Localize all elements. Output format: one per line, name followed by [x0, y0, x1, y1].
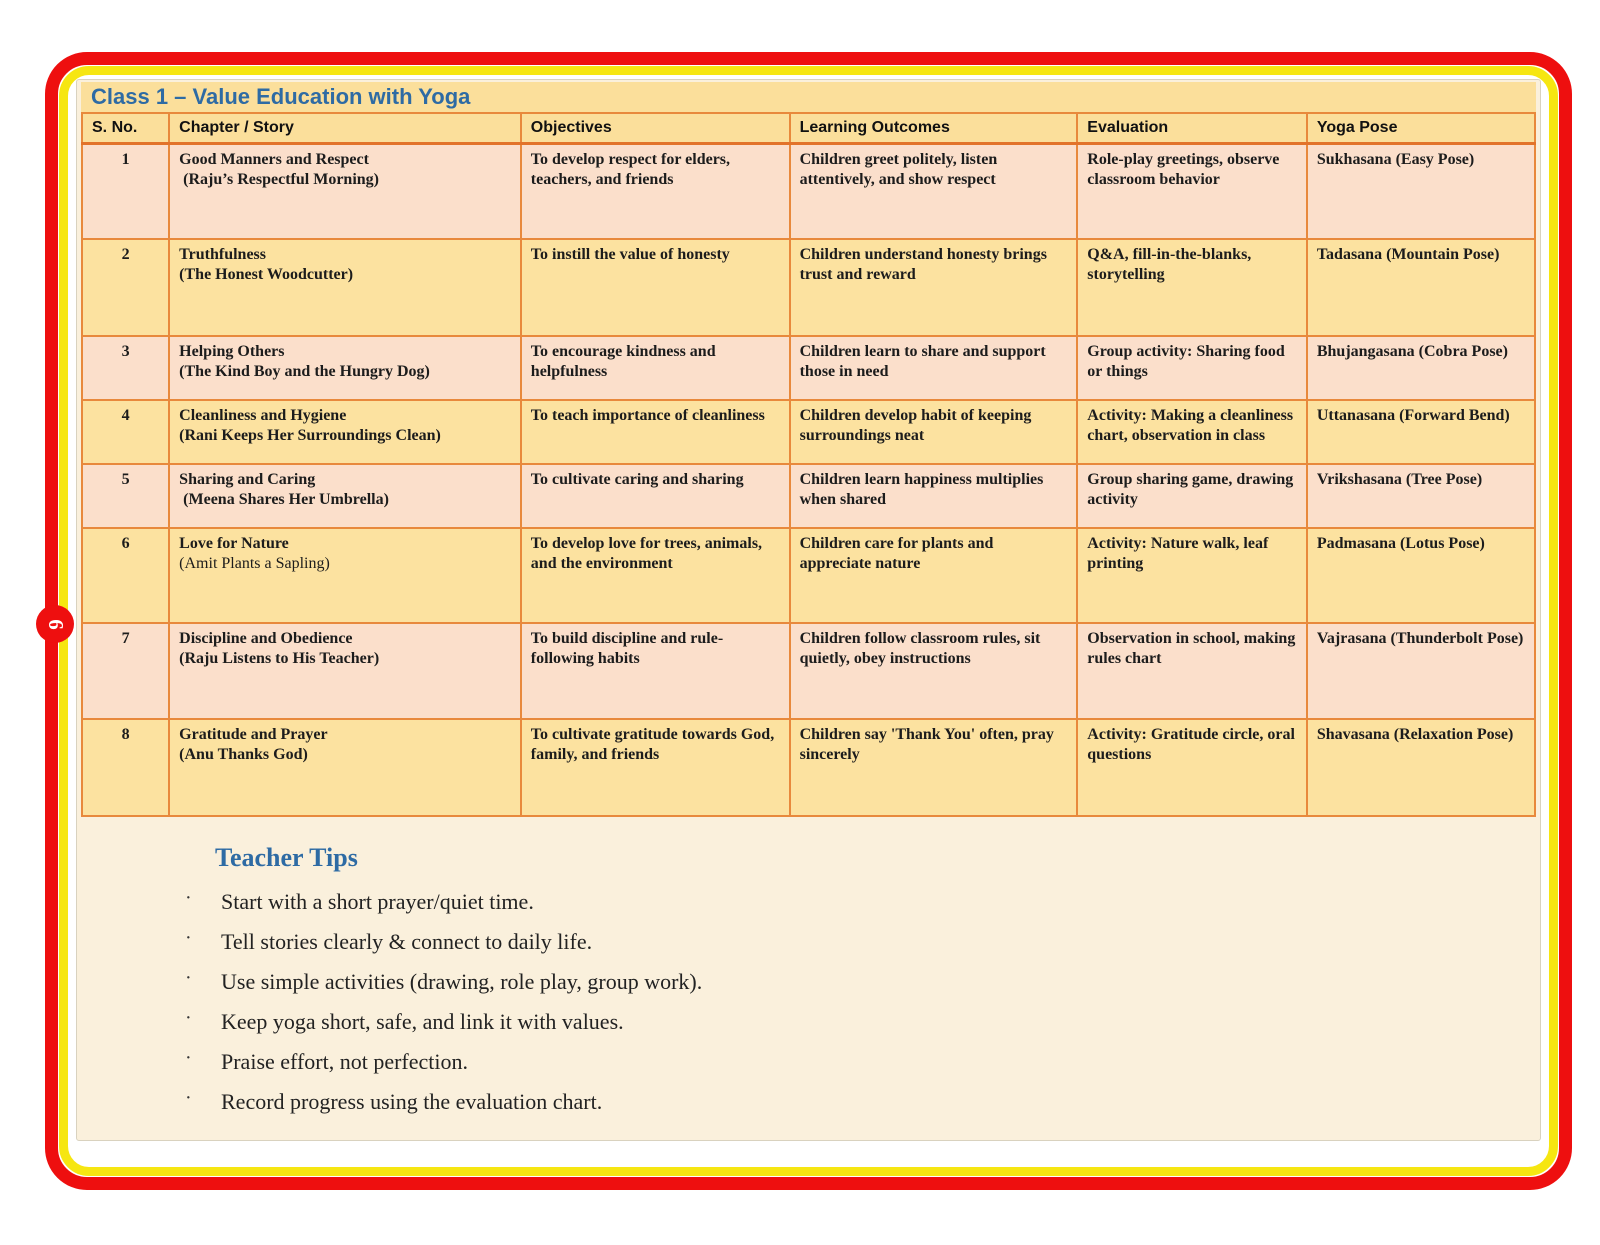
cell-learning-outcomes: Children say 'Thank You' often, pray sincerely — [790, 719, 1078, 816]
table-row — [82, 719, 1535, 816]
cell-learning-outcomes: Children develop habit of keeping surroundings neat — [790, 400, 1078, 464]
teacher-tip-item: · Record progress using the evaluation chart. — [185, 1089, 1536, 1115]
cell-chapter-story — [169, 464, 521, 528]
column-header-4: Learning Outcomes — [790, 113, 1078, 144]
cell-objectives: To encourage kindness and helpfulness — [521, 336, 790, 400]
cell-objectives: To build discipline and rule-following habits — [521, 623, 790, 719]
teacher-tips-section — [81, 843, 1536, 1115]
cell-serial-number: 2 — [82, 239, 169, 336]
cell-objectives: To develop respect for elders, teachers, and friends — [521, 144, 790, 239]
curriculum-table — [81, 112, 1536, 817]
cell-serial-number: 5 — [82, 464, 169, 528]
cell-chapter-story — [169, 719, 521, 816]
chapter-title: Truthfulness — [179, 245, 267, 263]
story-name: (Anu Thanks God) — [179, 745, 308, 763]
chapter-title: Cleanliness and Hygiene — [179, 406, 347, 424]
cell-chapter-story — [169, 528, 521, 623]
cell-evaluation: Group sharing game, drawing activity — [1077, 464, 1307, 528]
cell-evaluation: Activity: Gratitude circle, oral questions — [1077, 719, 1307, 816]
chapter-title: Gratitude and Prayer — [179, 725, 328, 743]
cell-yoga-pose: Shavasana (Relaxation Pose) — [1307, 719, 1535, 816]
cell-learning-outcomes: Children greet politely, listen attentively, and show respect — [790, 144, 1078, 239]
story-name: (Meena Shares Her Umbrella) — [179, 490, 389, 508]
table-header-row — [82, 113, 1535, 144]
cell-learning-outcomes: Children learn to share and support those in need — [790, 336, 1078, 400]
cell-serial-number: 7 — [82, 623, 169, 719]
cell-evaluation: Group activity: Sharing food or things — [1077, 336, 1307, 400]
story-name: (The Kind Boy and the Hungry Dog) — [179, 362, 430, 380]
chapter-title: Discipline and Obedience — [179, 629, 353, 647]
cell-objectives: To develop love for trees, animals, and the environment — [521, 528, 790, 623]
teacher-tips-list — [81, 889, 1536, 1115]
cell-evaluation: Activity: Nature walk, leaf printing — [1077, 528, 1307, 623]
cell-objectives: To instill the value of honesty — [521, 239, 790, 336]
table-row — [82, 400, 1535, 464]
cell-yoga-pose: Sukhasana (Easy Pose) — [1307, 144, 1535, 239]
cell-serial-number: 8 — [82, 719, 169, 816]
chapter-title: Helping Others — [179, 342, 285, 360]
cell-serial-number: 4 — [82, 400, 169, 464]
cell-yoga-pose: Bhujangasana (Cobra Pose) — [1307, 336, 1535, 400]
teacher-tip-item: · Start with a short prayer/quiet time. — [185, 889, 1536, 915]
page-red-border — [45, 52, 1572, 1190]
content-panel — [76, 79, 1541, 1141]
cell-objectives: To teach importance of cleanliness — [521, 400, 790, 464]
column-header-6: Yoga Pose — [1307, 113, 1535, 144]
cell-yoga-pose: Vrikshasana (Tree Pose) — [1307, 464, 1535, 528]
cell-serial-number: 1 — [82, 144, 169, 239]
cell-learning-outcomes: Children learn happiness multiplies when shared — [790, 464, 1078, 528]
table-row — [82, 464, 1535, 528]
story-name: (Amit Plants a Sapling) — [179, 554, 330, 572]
story-name: (Raju Listens to His Teacher) — [179, 649, 380, 667]
cell-learning-outcomes: Children care for plants and appreciate nature — [790, 528, 1078, 623]
table-row — [82, 144, 1535, 239]
chapter-title: Good Manners and Respect — [179, 151, 369, 168]
cell-objectives: To cultivate caring and sharing — [521, 464, 790, 528]
cell-evaluation: Role-play greetings, observe classroom behavior — [1077, 144, 1307, 239]
story-name: (Rani Keeps Her Surroundings Clean) — [179, 426, 441, 444]
cell-serial-number: 6 — [82, 528, 169, 623]
cell-yoga-pose: Uttanasana (Forward Bend) — [1307, 400, 1535, 464]
cell-chapter-story — [169, 239, 521, 336]
cell-chapter-story — [169, 336, 521, 400]
table-row — [82, 336, 1535, 400]
teacher-tip-item: · Tell stories clearly & connect to daily life. — [185, 929, 1536, 955]
column-header-2: Chapter / Story — [169, 113, 521, 144]
page-title: Class 1 – Value Education with Yoga — [81, 82, 1536, 112]
cell-chapter-story — [169, 144, 521, 239]
cell-chapter-story — [169, 623, 521, 719]
cell-evaluation: Activity: Making a cleanliness chart, observation in class — [1077, 400, 1307, 464]
page-number-badge — [36, 605, 74, 643]
story-name: (Raju’s Respectful Morning) — [179, 171, 379, 188]
story-name: (The Honest Woodcutter) — [179, 265, 354, 283]
column-header-1: S. No. — [82, 113, 169, 144]
table-row — [82, 239, 1535, 336]
column-header-5: Evaluation — [1077, 113, 1307, 144]
cell-learning-outcomes: Children understand honesty brings trust and reward — [790, 239, 1078, 336]
teacher-tip-item: · Keep yoga short, safe, and link it with values. — [185, 1009, 1536, 1035]
cell-evaluation: Q&A, fill-in-the-blanks, storytelling — [1077, 239, 1307, 336]
cell-objectives: To cultivate gratitude towards God, family, and friends — [521, 719, 790, 816]
cell-chapter-story — [169, 400, 521, 464]
chapter-title: Sharing and Caring — [179, 470, 316, 488]
cell-evaluation: Observation in school, making rules chart — [1077, 623, 1307, 719]
cell-yoga-pose: Padmasana (Lotus Pose) — [1307, 528, 1535, 623]
cell-learning-outcomes: Children follow classroom rules, sit quietly, obey instructions — [790, 623, 1078, 719]
chapter-title: Love for Nature — [179, 534, 289, 552]
column-header-3: Objectives — [521, 113, 790, 144]
table-row — [82, 528, 1535, 623]
cell-yoga-pose: Tadasana (Mountain Pose) — [1307, 239, 1535, 336]
cell-serial-number: 3 — [82, 336, 169, 400]
table-row — [82, 623, 1535, 719]
teacher-tips-heading: Teacher Tips — [215, 842, 358, 872]
cell-yoga-pose: Vajrasana (Thunderbolt Pose) — [1307, 623, 1535, 719]
teacher-tip-item: · Praise effort, not perfection. — [185, 1049, 1536, 1075]
page-number: 6 — [43, 618, 68, 630]
page-yellow-border — [59, 66, 1558, 1176]
teacher-tip-item: · Use simple activities (drawing, role play, group work). — [185, 969, 1536, 995]
